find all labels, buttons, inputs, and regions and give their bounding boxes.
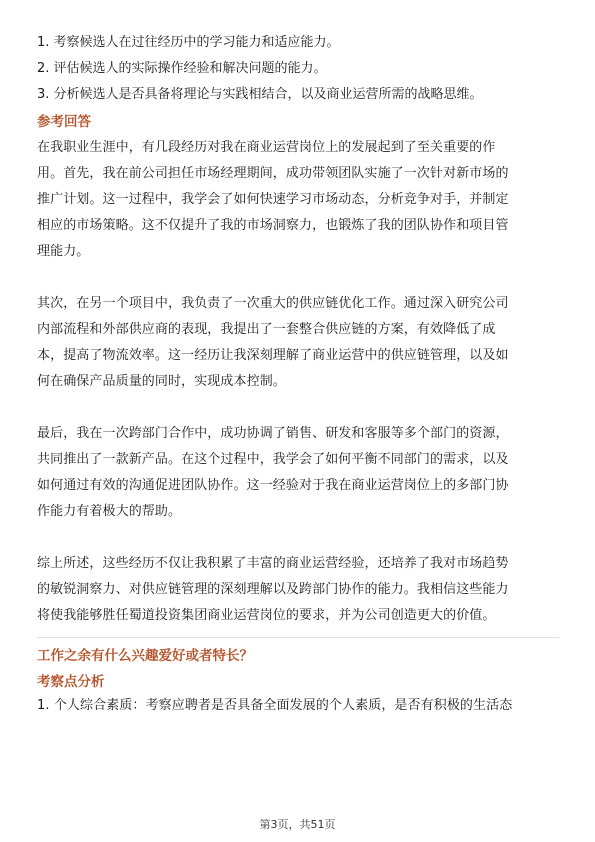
paragraph-line: 相应的市场策略。这不仅提升了我的市场洞察力，也锻炼了我的团队协作和项目管 — [37, 218, 509, 233]
paragraph-line: 内部流程和外部供应商的表现，我提出了一套整合供应链的方案，有效降低了成 — [37, 322, 496, 337]
criteria-item: 3. 分析候选人是否具备将理论与实践相结合，以及商业运营所需的战略思维。 — [37, 87, 483, 102]
answer-paragraph-1 — [37, 135, 559, 265]
criteria-item: 1. 考察候选人在过往经历中的学习能力和适应能力。 — [37, 35, 340, 50]
paragraph-line: 如何通过有效的沟通促进团队协作。这一经验对于我在商业运营岗位上的多部门协 — [37, 478, 509, 493]
analysis-heading: 考察点分析 — [37, 674, 105, 690]
answer-paragraph-4 — [37, 551, 559, 629]
paragraph-spacer — [37, 395, 559, 419]
paragraph-line: 共同推出了一款新产品。在这个过程中，我学会了如何平衡不同部门的需求，以及 — [37, 452, 509, 467]
next-question-heading: 工作之余有什么兴趣爱好或者特长？ — [37, 648, 253, 664]
answer-paragraph-3 — [37, 421, 559, 525]
paragraph-line: 推广计划。这一过程中，我学会了如何快速学习市场动态，分析竞争对手，并制定 — [37, 192, 509, 207]
page-footer: 第3页，共51页 — [259, 818, 336, 831]
paragraph-line: 其次，在另一个项目中，我负责了一次重大的供应链优化工作。通过深入研究公司 — [37, 296, 509, 311]
paragraph-line: 的敏锐洞察力、对供应链管理的深刻理解以及跨部门协作的能力。我相信这些能力 — [37, 582, 509, 597]
document-page — [37, 28, 559, 719]
criteria-item: 2. 评估候选人的实际操作经验和解决问题的能力。 — [37, 61, 327, 76]
paragraph-line: 本，提高了物流效率。这一经历让我深刻理解了商业运营中的供应链管理，以及如 — [37, 348, 509, 363]
paragraph-spacer — [37, 525, 559, 549]
paragraph-line: 综上所述，这些经历不仅让我积累了丰富的商业运营经验，还培养了我对市场趋势 — [37, 556, 509, 571]
criteria-list — [37, 30, 559, 108]
paragraph-line: 理能力。 — [37, 244, 90, 259]
answer-paragraph-2 — [37, 291, 559, 395]
paragraph-line: 最后，我在一次跨部门合作中，成功协调了销售、研发和客服等多个部门的资源， — [37, 426, 509, 441]
paragraph-line: 在我职业生涯中，有几段经历对我在商业运营岗位上的发展起到了至关重要的作 — [37, 140, 496, 155]
paragraph-spacer — [37, 265, 559, 289]
paragraph-line: 将使我能够胜任蜀道投资集团商业运营岗位的要求，并为公司创造更大的价值。 — [37, 608, 496, 623]
paragraph-line: 何在确保产品质量的同时，实现成本控制。 — [37, 374, 286, 389]
paragraph-line: 作能力有着极大的帮助。 — [37, 504, 182, 519]
section-divider — [37, 637, 559, 638]
answer-heading: 参考回答 — [37, 114, 91, 130]
analysis-item: 1. 个人综合素质：考察应聘者是否具备全面发展的个人素质，是否有积极的生活态 — [37, 698, 513, 713]
paragraph-line: 用。首先，我在前公司担任市场经理期间，成功带领团队实施了一次针对新市场的 — [37, 166, 509, 181]
